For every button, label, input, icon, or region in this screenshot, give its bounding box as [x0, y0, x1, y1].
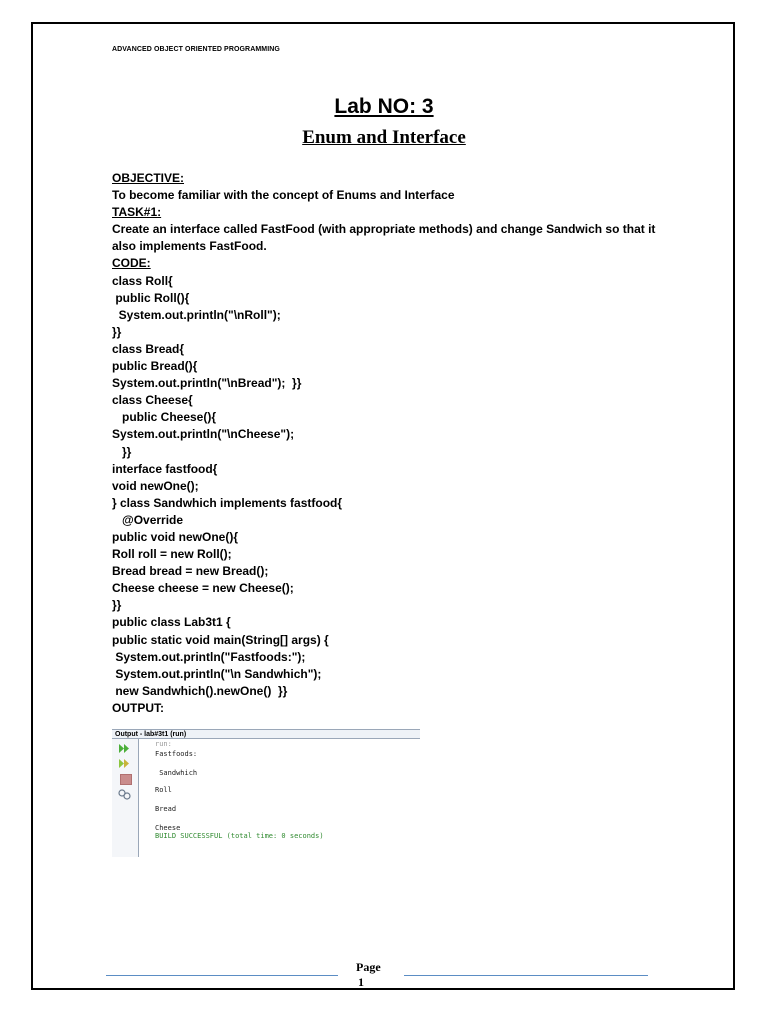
code-line: void newOne(); [112, 478, 199, 493]
code-line: Cheese cheese = new Cheese(); [112, 581, 294, 596]
output-line: Bread [155, 805, 177, 813]
build-status: BUILD SUCCESSFUL (total time: 0 seconds) [155, 832, 324, 840]
code-line: public Cheese(){ [112, 410, 217, 425]
code-line: }} [112, 598, 122, 613]
output-line: Roll [155, 786, 172, 794]
code-line: } class Sandwhich implements fastfood{ [112, 495, 343, 510]
code-line: Roll roll = new Roll(); [112, 547, 232, 562]
code-line: public Roll(){ [112, 290, 190, 305]
output-toolbar [112, 739, 139, 857]
page-number [356, 960, 396, 990]
task-heading: TASK#1: [112, 205, 162, 220]
code-line: System.out.println("\n Sandwhich"); [112, 666, 322, 681]
code-line: }} [112, 324, 122, 339]
code-line: System.out.println("Fastfoods:"); [112, 649, 306, 664]
code-line: Bread bread = new Bread(); [112, 564, 269, 579]
footer-rule-left [106, 975, 338, 976]
page-label: Page [356, 960, 381, 974]
output-heading: OUTPUT: [112, 700, 164, 715]
code-heading: CODE: [112, 256, 151, 271]
code-line: class Bread{ [112, 341, 185, 356]
code-line: }} [112, 444, 132, 459]
output-screenshot [112, 729, 420, 857]
objective-text: To become familiar with the concept of Enums and Interface [112, 188, 455, 203]
footer-rule-right [404, 975, 648, 976]
code-line: @Override [112, 512, 184, 527]
code-line: public void newOne(){ [112, 529, 239, 544]
lab-title: Lab NO: 3 [334, 95, 434, 118]
document-body [112, 170, 672, 717]
code-line: class Roll{ [112, 273, 173, 288]
rerun-icon[interactable] [118, 743, 131, 754]
settings-icon[interactable] [118, 789, 131, 800]
code-line: interface fastfood{ [112, 461, 218, 476]
objective-heading: OBJECTIVE: [112, 171, 185, 185]
page-number-value: 1 [358, 975, 364, 989]
code-line: System.out.println("\nBread"); }} [112, 376, 302, 391]
code-line: System.out.println("\nRoll"); [112, 307, 281, 322]
code-block [112, 273, 672, 700]
rerun-with-params-icon[interactable] [118, 758, 131, 769]
output-line-run: run: [155, 740, 172, 748]
stop-icon[interactable] [120, 774, 132, 785]
code-line: public static void main(String[] args) { [112, 632, 329, 647]
code-line: public class Lab3t1 { [112, 615, 231, 630]
lab-subtitle: Enum and Interface [302, 127, 466, 148]
code-line: new Sandwhich().newOne() }} [112, 683, 288, 698]
output-line: Fastfoods: [155, 750, 198, 758]
output-line: Sandwhich [155, 769, 198, 777]
output-window-title: Output - lab#3t1 (run) [112, 729, 420, 739]
task-text: Create an interface called FastFood (with appropriate methods) and change Sandwich so that it also implements FastFood. [112, 222, 656, 254]
code-line: class Cheese{ [112, 393, 193, 408]
output-line: Cheese [155, 824, 181, 832]
course-header: ADVANCED OBJECT ORIENTED PROGRAMMING [112, 46, 280, 53]
code-line: System.out.println("\nCheese"); [112, 427, 295, 442]
code-line: public Bread(){ [112, 359, 198, 374]
